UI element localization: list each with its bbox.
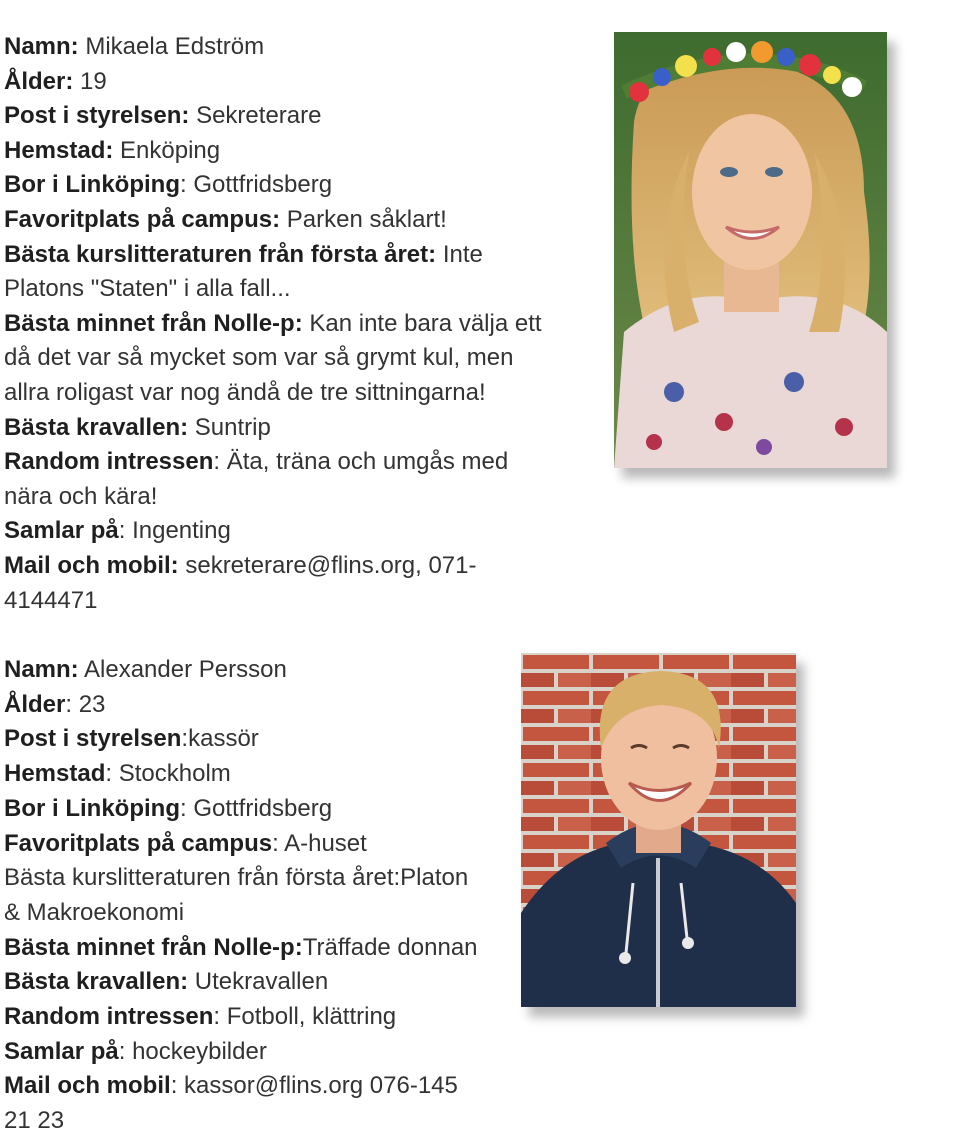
info-contact: Mail och mobil: kassor@flins.org 076-145 21 23 — [4, 1072, 458, 1135]
info-interests: Random intressen: Äta, träna och umgås med nära och kära! — [4, 448, 509, 510]
info-best-memory: Bästa minnet från Nolle-p: Kan inte bara välja ett då det var så mycket som var så grymt kul, men allra roligast var nog ändå de tre sittningarna! — [4, 309, 542, 406]
info-interests: Random intressen: Fotboll, klättring — [4, 1003, 397, 1031]
info-residence: Bor i Linköping: Gottfridsberg — [4, 794, 333, 822]
profile-alexander — [4, 653, 484, 1139]
info-name: Namn: Mikaela Edström — [4, 33, 265, 60]
profile-photo-mikaela — [614, 32, 887, 468]
info-collects: Samlar på: hockeybilder — [4, 1037, 267, 1065]
profile-mikaela — [4, 30, 544, 618]
info-favorite-place: Favoritplats på campus: Parken såklart! — [4, 205, 447, 233]
info-hometown: Hemstad: Enköping — [4, 136, 221, 164]
info-collects: Samlar på: Ingenting — [4, 517, 231, 545]
portrait-alexander-illustration — [521, 653, 796, 1007]
info-literature: Bästa kurslitteraturen från första året: Inte Platons "Staten" i alla fall... — [4, 240, 483, 303]
info-literature: Bästa kurslitteraturen från första året:Platon & Makroekonomi — [4, 864, 469, 926]
info-best-party: Bästa kravallen: Suntrip — [4, 413, 271, 441]
info-best-memory: Bästa minnet från Nolle-p:Träffade donnan — [4, 933, 478, 961]
info-favorite-place: Favoritplats på campus: A-huset — [4, 829, 367, 857]
profile-photo-alexander — [521, 653, 796, 1007]
info-residence: Bor i Linköping: Gottfridsberg — [4, 171, 333, 199]
info-contact: Mail och mobil: sekreterare@flins.org, 071-4144471 — [4, 551, 477, 614]
info-name: Namn: Alexander Persson — [4, 656, 287, 683]
info-board-role: Post i styrelsen:kassör — [4, 725, 259, 753]
info-best-party: Bästa kravallen: Utekravallen — [4, 968, 329, 996]
portrait-mikaela-illustration — [614, 32, 887, 468]
info-board-role: Post i styrelsen: Sekreterare — [4, 102, 322, 130]
info-age: Ålder: 19 — [4, 67, 107, 95]
info-age: Ålder: 23 — [4, 690, 106, 718]
info-hometown: Hemstad: Stockholm — [4, 760, 231, 788]
